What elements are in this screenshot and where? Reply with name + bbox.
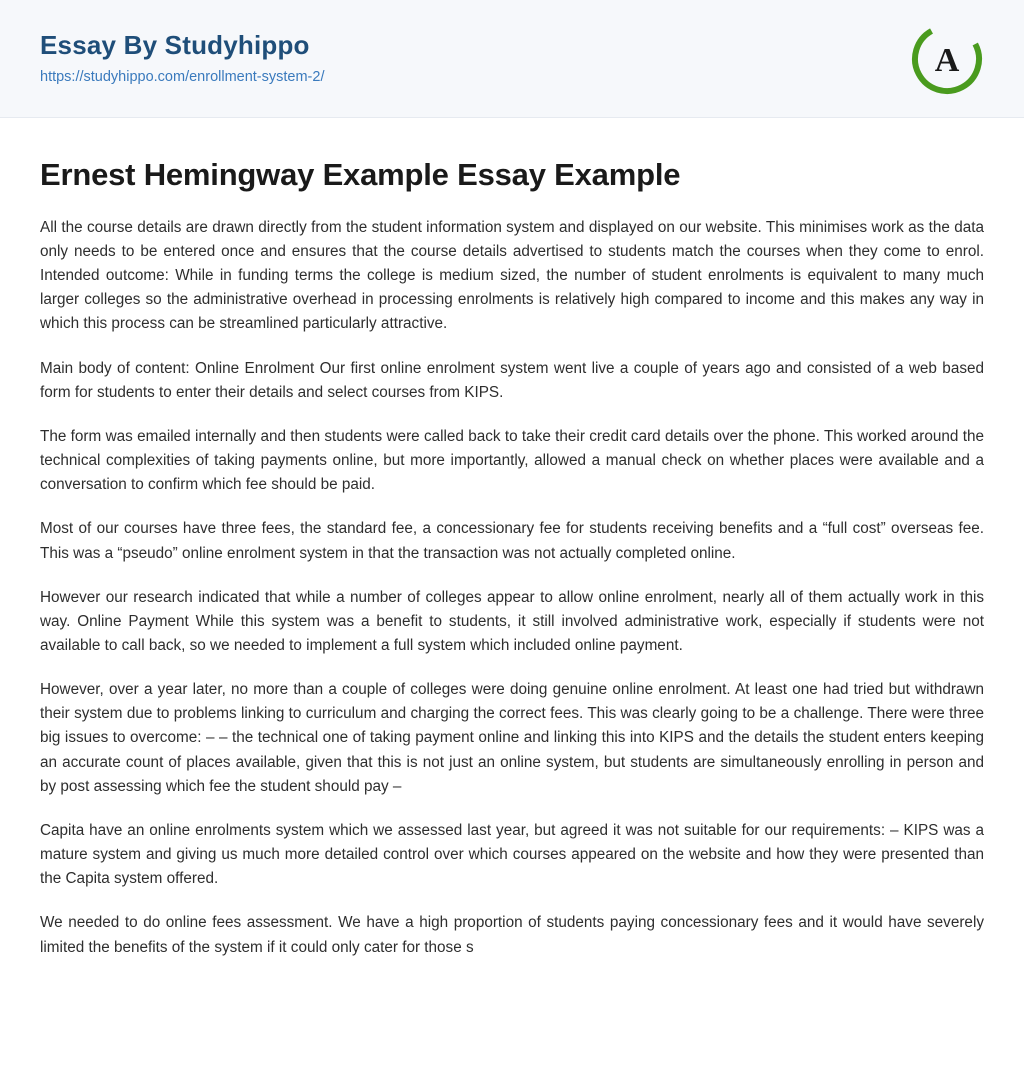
page-title: Ernest Hemingway Example Essay Example bbox=[40, 157, 681, 192]
paragraph: Most of our courses have three fees, the standard fee, a concessionary fee for students receiving benefits and a “full cost” overseas fee. This was a “pseudo” online enrolment system in that the transaction was not actually completed online. bbox=[40, 520, 984, 562]
header-branding bbox=[40, 31, 324, 86]
svg-text:A: A bbox=[934, 41, 960, 79]
site-header bbox=[0, 0, 1024, 118]
site-title: Essay By Studyhippo bbox=[40, 30, 310, 61]
paragraph: Capita have an online enrolments system which we assessed last year, but agreed it was not suitable for our requirements: – KIPS was a mature system and giving us much more detailed control over which courses appeared on the website and how they were presented than the Capita system offered. bbox=[40, 821, 984, 888]
source-url-link[interactable]: https://studyhippo.com/enrollment-system-2/ bbox=[40, 68, 325, 85]
paragraph: However, over a year later, no more than a couple of colleges were doing genuine online enrolment. At least one had tried but withdrawn their system due to problems linking to curriculum and charging the correct fees. This was clearly going to be a challenge. There were three big issues to overcome: – – the technical one of taking payment online and linking this into KIPS and the details the student enters keeping an accurate count of places available, given that this is not just an online system, but students are simultaneously enrolling in person and by post assessing which fee the student should pay – bbox=[40, 681, 984, 795]
paragraph: All the course details are drawn directly from the student information system and displayed on our website. This minimises work as the data only needs to be entered once and ensures that the course details advertised to students match the courses when they come to enrol. Intended outcome: While in funding terms the college is medium sized, the number of student enrolments is equivalent to many much larger colleges so the administrative overhead in processing enrolments is relatively high compared to income and this makes any way in which this process can be streamlined particularly attractive. bbox=[40, 218, 984, 333]
studyhippo-logo-icon bbox=[910, 22, 984, 96]
paragraph: We needed to do online fees assessment. We have a high proportion of students paying concessionary fees and it would have severely limited the benefits of the system if it could only cater for those s bbox=[40, 914, 984, 956]
paragraph: The form was emailed internally and then students were called back to take their credit card details over the phone. This worked around the technical complexities of taking payments online, but more importantly, allowed a manual check on whether places were available and a conversation to confirm which fee should be paid. bbox=[40, 427, 984, 494]
paragraph: Main body of content: Online Enrolment Our first online enrolment system went live a couple of years ago and consisted of a web based form for students to enter their details and select courses from KIPS. bbox=[40, 359, 984, 401]
article-body bbox=[0, 118, 1024, 1000]
paragraph: However our research indicated that while a number of colleges appear to allow online enrolment, nearly all of them actually work in this way. Online Payment While this system was a benefit to students, it still involved administrative work, especially if students were not available to call back, so we needed to implement a full system which included online payment. bbox=[40, 588, 984, 654]
